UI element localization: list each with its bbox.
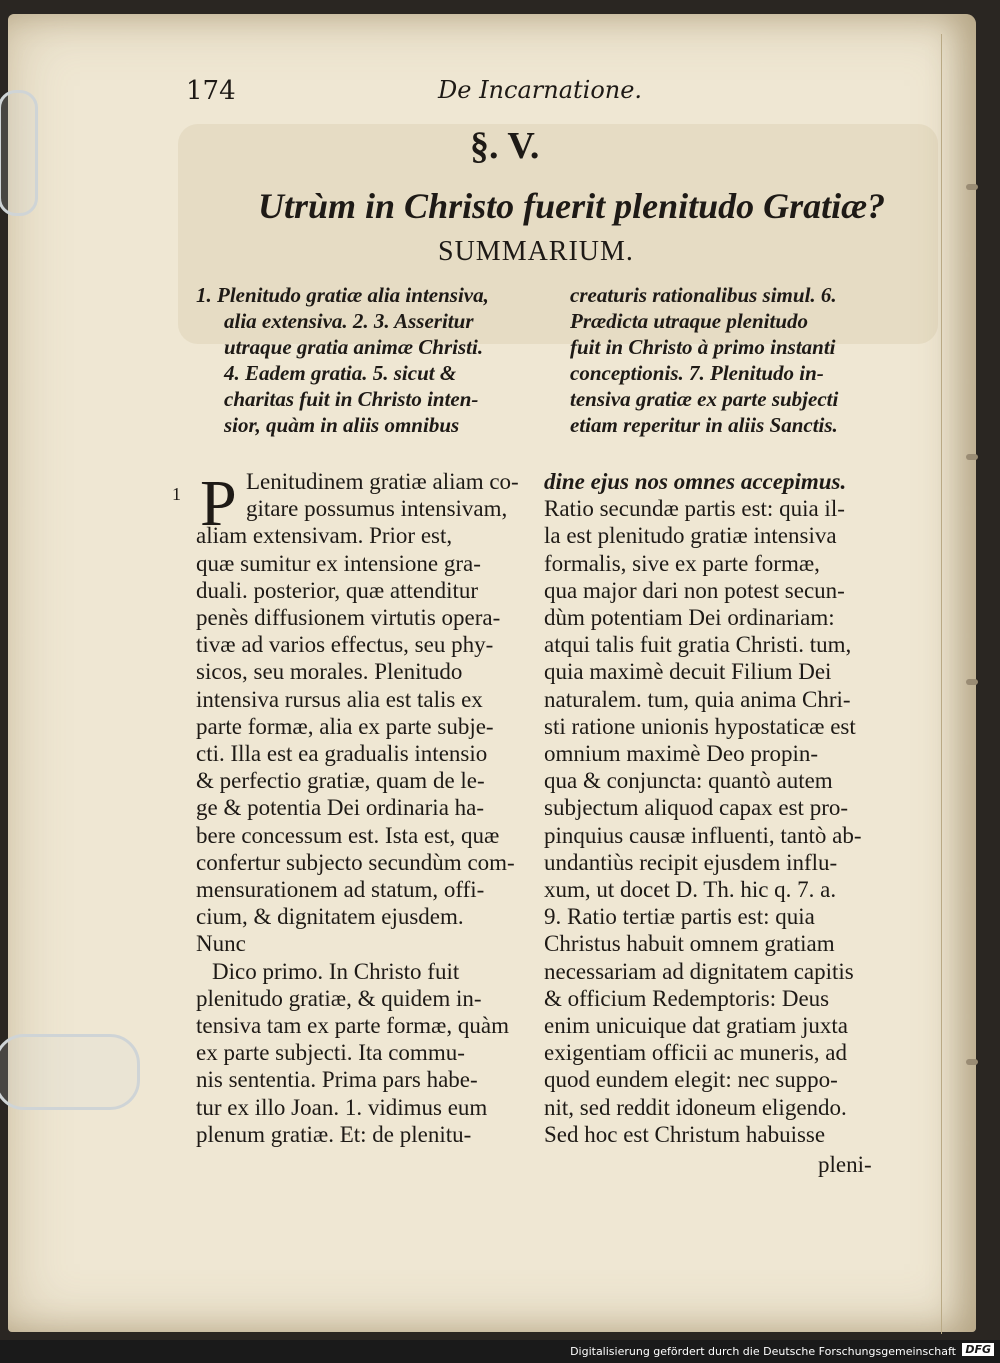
text-line: tivæ ad varios effectus, seu phy-	[196, 632, 494, 658]
text-line: confertur subjecto secundùm com-	[196, 849, 515, 875]
text-line: Ratio secundæ partis est: quia il-	[544, 496, 845, 522]
page-number: 174	[186, 76, 236, 106]
text-line: ge & potentia Dei ordinaria ha-	[196, 795, 485, 821]
text-line: tensiva tam ex parte formæ, quàm	[196, 1013, 509, 1039]
text-line: & officium Redemptoris: Deus	[544, 985, 830, 1011]
text-line: cium, & dignitatem ejusdem.	[196, 904, 464, 930]
text-line: Sed hoc est Christum habuisse	[544, 1121, 826, 1147]
text-line: xum, ut docet D. Th. hic q. 7. a.	[544, 877, 837, 903]
text-line: duali. posterior, quæ attenditur	[196, 577, 479, 603]
text-line: 9. Ratio tertiæ partis est: quia	[544, 904, 815, 930]
summary-line: sior, quàm in aliis omnibus	[224, 413, 460, 437]
text-line: exigentiam officii ac muneris, ad	[544, 1040, 847, 1066]
drop-cap: P	[200, 467, 237, 540]
marginal-number: 1	[172, 484, 181, 504]
text-line: undantiùs recipit ejusdem influ-	[544, 849, 838, 875]
text-line: plenum gratiæ. Et: de plenitu-	[196, 1121, 472, 1147]
text-line: formalis, sive ex parte formæ,	[544, 550, 820, 576]
text-line: enim unicuique dat gratiam juxta	[544, 1013, 849, 1039]
text-line: qua & conjuncta: quantò autem	[544, 768, 833, 794]
summary-line: creaturis rationalibus simul. 6.	[570, 283, 837, 307]
summary-line: 1. Plenitudo gratiæ alia intensiva,	[196, 283, 489, 307]
text-line: parte formæ, alia ex parte subje-	[196, 713, 494, 739]
text-line: tur ex illo Joan. 1. vidimus eum	[196, 1094, 488, 1120]
text-line: qua major dari non potest secun-	[544, 577, 845, 603]
summary-line: fuit in Christo à primo instanti	[570, 335, 836, 359]
body-right-column	[544, 468, 880, 1148]
text-line: subjectum aliquod capax est pro-	[544, 795, 849, 821]
summarium-right-column	[570, 282, 882, 438]
dfg-logo: DFG	[962, 1343, 994, 1356]
summary-line: charitas fuit in Christo inten-	[224, 387, 479, 411]
text-line: pinquius causæ influenti, tantò ab-	[544, 822, 862, 848]
text-line: aliam extensivam. Prior est,	[196, 523, 453, 549]
summary-line: utraque gratia animæ Christi.	[224, 335, 484, 359]
text-line: & perfectio gratiæ, quam de le-	[196, 768, 485, 794]
text-line: atqui talis fuit gratia Christi. tum,	[544, 632, 852, 658]
text-line: quæ sumitur ex intensione gra-	[196, 550, 481, 576]
catchword: pleni-	[818, 1152, 872, 1177]
text-line: Lenitudinem gratiæ aliam co-	[246, 469, 519, 494]
text-line: plenitudo gratiæ, & quidem in-	[196, 985, 482, 1011]
body-left-column	[196, 468, 530, 1148]
text-line: nis sententia. Prima pars habe-	[196, 1067, 478, 1093]
text-line: quod eundem elegit: nec suppo-	[544, 1067, 838, 1093]
summary-line: alia extensiva. 2. 3. Asseritur	[224, 309, 474, 333]
page-clip-bottom	[0, 1034, 140, 1110]
text-line: Dico primo. In Christo fuit	[212, 958, 460, 984]
summarium-left-column	[196, 282, 530, 438]
digitization-credit: Digitalisierung gefördert durch die Deutsche Forschungsgemeinschaft	[570, 1345, 956, 1358]
summary-line: Prædicta utraque plenitudo	[570, 309, 809, 333]
text-line: omnium maximè Deo propin-	[544, 741, 819, 767]
section-mark: §. V.	[470, 125, 540, 167]
text-line: penès diffusionem virtutis opera-	[196, 605, 501, 631]
text-line: nit, sed reddit idoneum eligendo.	[544, 1094, 847, 1120]
running-header	[186, 76, 643, 116]
text-line: dùm potentiam Dei ordinariam:	[544, 605, 835, 631]
text-line: necessariam ad dignitatem capitis	[544, 958, 854, 984]
text-line: sti ratione unionis hypostaticæ est	[544, 713, 856, 739]
text-line: dine ejus nos omnes accepimus.	[544, 469, 847, 494]
text-line: bere concessum est. Ista est, quæ	[196, 822, 500, 848]
binding-thread	[966, 184, 978, 190]
text-line: naturalem. tum, quia anima Chri-	[544, 686, 851, 712]
page-edge	[941, 34, 952, 1334]
text-line: ex parte subjecti. Ita commu-	[196, 1040, 465, 1066]
summary-line: etiam reperitur in aliis Sanctis.	[570, 413, 838, 437]
text-line: intensiva rursus alia est talis ex	[196, 686, 483, 712]
summary-line: 4. Eadem gratia. 5. sicut &	[224, 361, 457, 385]
text-line: mensurationem ad statum, offi-	[196, 877, 485, 903]
text-line: sicos, seu morales. Plenitudo	[196, 659, 463, 685]
section-question: Utrùm in Christo fuerit plenitudo Gratiæ?	[258, 186, 886, 226]
summary-line: conceptionis. 7. Plenitudo in-	[570, 361, 824, 385]
text-line: Nunc	[196, 931, 246, 957]
binding-thread	[966, 1059, 978, 1065]
summary-line: tensiva gratiæ ex parte subjecti	[570, 387, 839, 411]
page-clip-top	[0, 90, 38, 216]
text-line: quia maximè decuit Filium Dei	[544, 659, 832, 685]
text-line: cti. Illa est ea gradualis intensio	[196, 741, 488, 767]
summarium-title: SUMMARIUM.	[438, 236, 634, 267]
text-line: Christus habuit omnem gratiam	[544, 931, 835, 957]
binding-thread	[966, 679, 978, 685]
text-line: la est plenitudo gratiæ intensiva	[544, 523, 837, 549]
binding-thread	[966, 454, 978, 460]
text-line: gitare possumus intensivam,	[246, 496, 508, 522]
running-title: De Incarnatione.	[438, 76, 643, 104]
